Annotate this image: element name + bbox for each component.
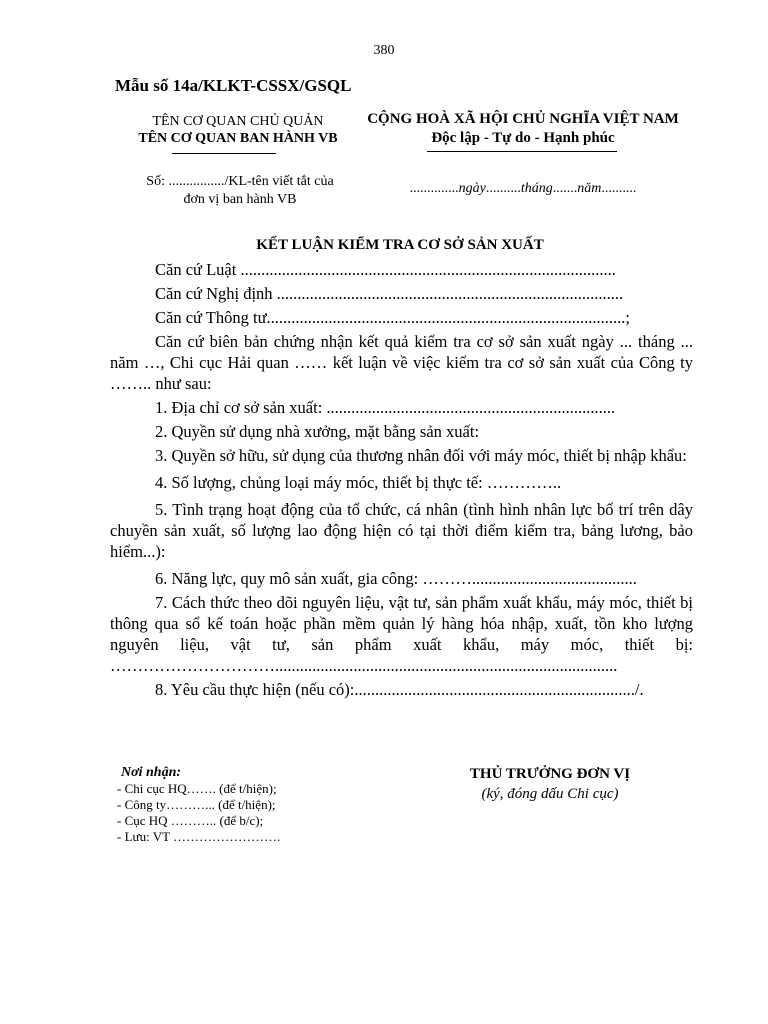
date-dots-2: ..........	[485, 181, 521, 196]
issuing-agency-header	[108, 113, 368, 147]
basis-circular: Căn cứ Thông tư.......................................................................................;	[155, 308, 630, 327]
item-4-equipment-quantity: 4. Số lượng, chủng loại máy móc, thiết bị thực tế: …………..	[155, 473, 562, 492]
recipient-item: - Chi cục HQ……. (để t/hiện);	[117, 781, 277, 796]
date-dots-4: ..........	[601, 181, 637, 196]
recipients-heading: Nơi nhận:	[121, 765, 182, 780]
document-title: KẾT LUẬN KIỂM TRA CƠ SỞ SẢN XUẤT	[256, 237, 544, 253]
recipient-item: - Cục HQ ……….. (để b/c);	[117, 813, 264, 828]
recipients-block	[117, 765, 280, 845]
document-body	[110, 259, 693, 700]
parent-agency-name: TÊN CƠ QUAN CHỦ QUẢN	[152, 114, 324, 129]
document-number-line2: đơn vị ban hành VB	[183, 192, 297, 207]
document-number	[110, 173, 370, 209]
basis-law: Căn cứ Luật ...........................................................................................	[155, 260, 616, 279]
basis-decree: Căn cứ Nghị định ....................................................................................	[155, 284, 624, 303]
page-number: 380	[373, 43, 395, 58]
item-6-capacity: 6. Năng lực, quy mô sản xuất, gia công: ………........................................	[155, 569, 637, 588]
signer-title: THỦ TRƯỞNG ĐƠN VỊ	[469, 766, 631, 782]
item-2-land-rights: 2. Quyền sử dụng nhà xưởng, mặt bằng sản xuất:	[155, 422, 480, 441]
item-5-operation-status: 5. Tình trạng hoạt động của tổ chức, cá nhân (tình hình nhân lực bố trí trên dây chuyền sản xuất, số lượng lao động hiện có tại thời điểm kiểm tra, bảng lương, bảo hiểm...):	[110, 500, 693, 561]
right-header-divider	[427, 151, 617, 152]
item-7-tracking-method: 7. Cách thức theo dõi nguyên liệu, vật tư, sản phẩm xuất khẩu, máy móc, thiết bị thông qua sổ kế toán hoặc phần mềm quản lý hàng hóa nhập, xuất, tồn kho lượng nguyên liệu, vật tư, sản phẩm xuất khẩu, máy móc, thiết bị: …………………………...................................................................................	[110, 593, 693, 675]
signature-block	[420, 765, 680, 804]
date-month-label: tháng	[520, 181, 553, 196]
basis-inspection-record: Căn cứ biên bản chứng nhận kết quả kiểm tra cơ sở sản xuất ngày ... tháng ... năm …, Chi cục Hải quan …… kết luận về việc kiểm tra cơ sở sản xuất của Công ty …….. như sau:	[110, 332, 693, 393]
date-year-label: năm	[577, 181, 602, 196]
item-1-address: 1. Địa chỉ cơ sở sản xuất: ......................................................................	[155, 398, 616, 417]
date-day-label: ngày	[458, 181, 486, 196]
item-3-equipment-ownership: 3. Quyền sở hữu, sử dụng của thương nhân đối với máy móc, thiết bị nhập khẩu:	[155, 446, 687, 465]
issuing-agency-name: TÊN CƠ QUAN BAN HÀNH VB	[138, 131, 338, 146]
date-dots-1: ..............	[409, 181, 459, 196]
left-header-divider	[172, 153, 276, 154]
date-dots-3: .......	[552, 181, 578, 196]
signer-note: (ký, đóng dấu Chi cục)	[481, 786, 619, 802]
date-line	[352, 181, 694, 197]
form-code: Mẫu số 14a/KLKT-CSSX/GSQL	[115, 76, 352, 95]
national-header	[352, 110, 694, 148]
item-8-requirements: 8. Yêu cầu thực hiện (nếu có):..................................................................../.	[155, 680, 644, 699]
recipient-item: - Công ty………... (để t/hiện);	[117, 797, 276, 812]
national-motto: Độc lập - Tự do - Hạnh phúc	[431, 130, 615, 146]
document-number-line1: Số: ................/KL-tên viết tắt của	[146, 174, 334, 189]
recipient-item: - Lưu: VT …………………….	[117, 829, 281, 844]
country-name: CỘNG HOÀ XÃ HỘI CHỦ NGHĨA VIỆT NAM	[367, 111, 679, 127]
